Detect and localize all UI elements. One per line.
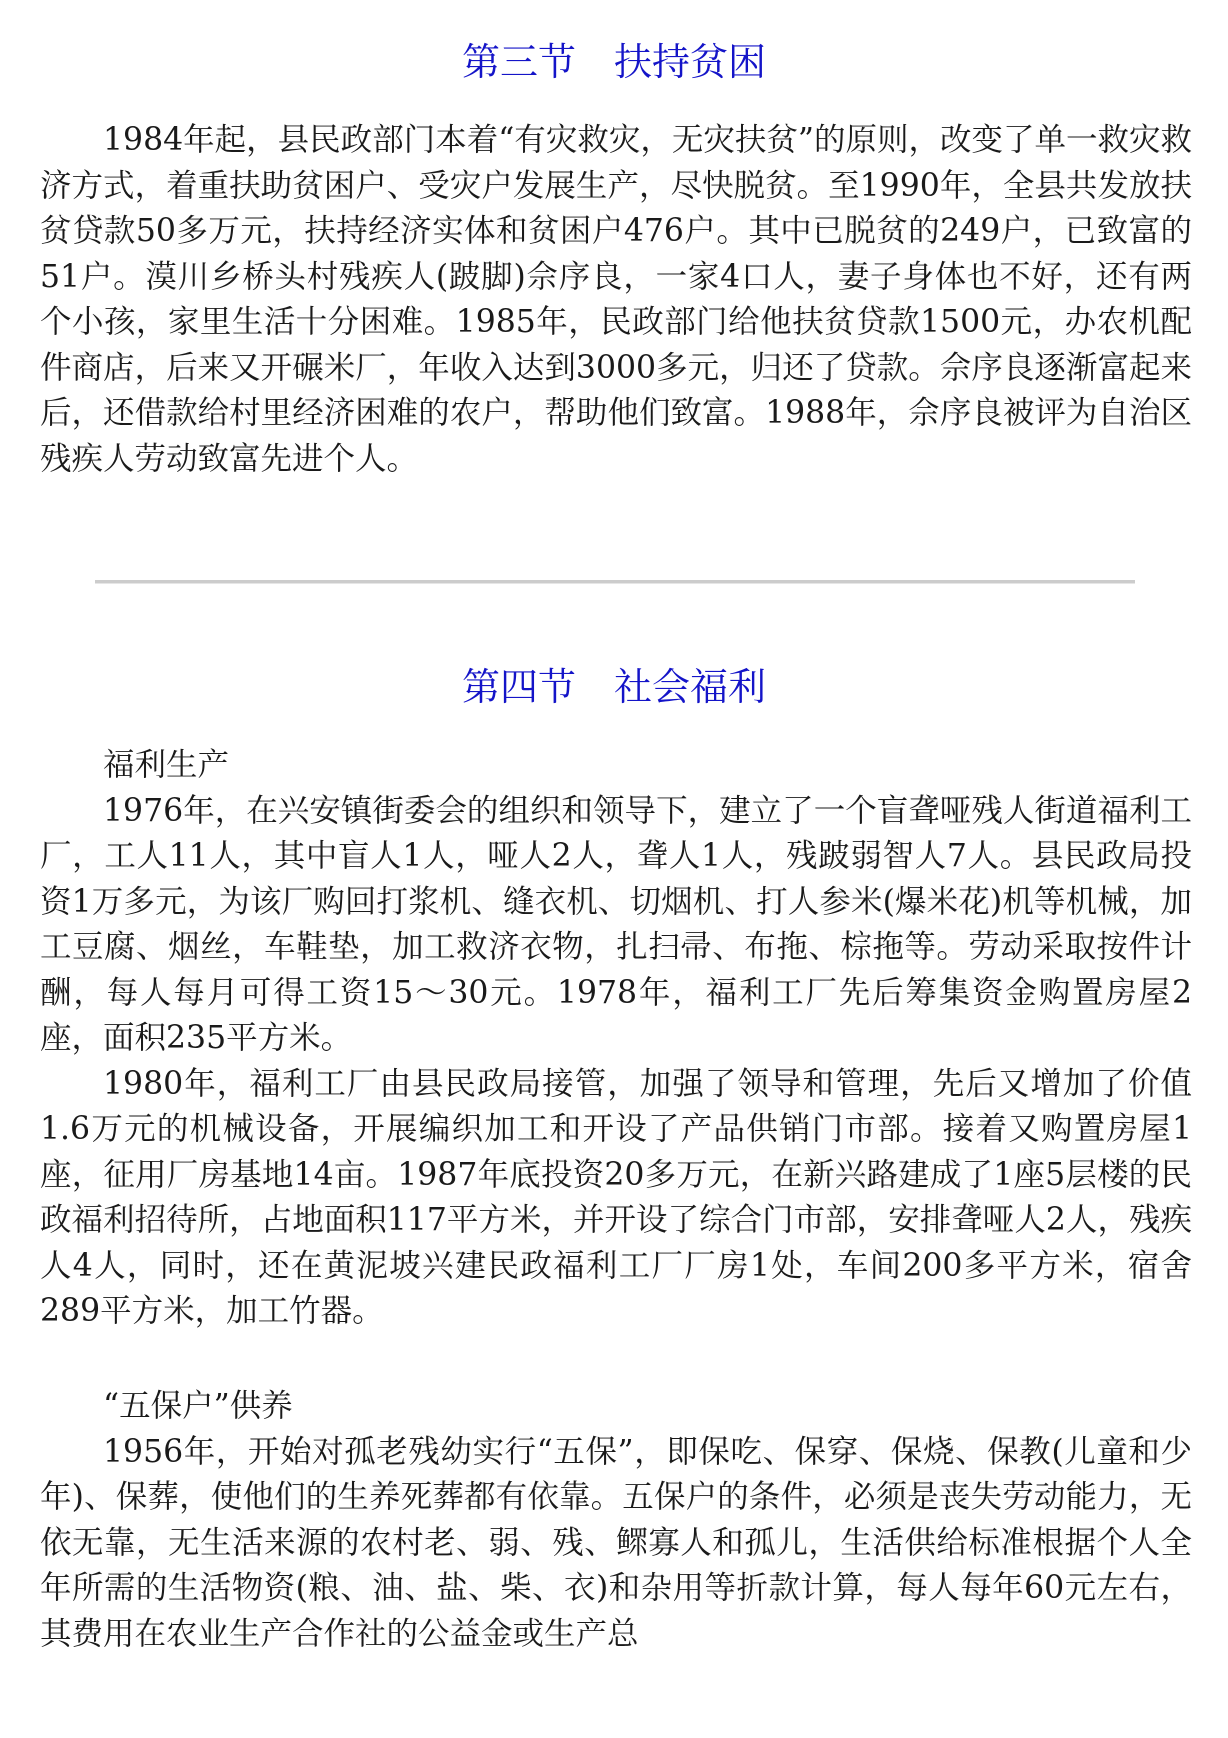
five-guarantees-block xyxy=(40,1384,1192,1657)
section-4-title: 第四节 社会福利 xyxy=(461,665,766,709)
welfare-production-paragraph-1: 1976年，在兴安镇街委会的组织和领导下，建立了一个盲聋哑残人街道福利工厂，工人11人，其中盲人1人，哑人2人，聋人1人，残跛弱智人7人。县民政局投资1万多元，为该厂购回打浆机、缝衣机、切烟机、打人参米(爆米花)机等机械，加工豆腐、烟丝，车鞋垫，加工救济衣物，扎扫帚、布拖、棕拖等。劳动采取按件计酬，每人每月可得工资15～30元。1978年，福利工厂先后筹集资金购置房屋2座，面积235平方米。 xyxy=(40,792,1192,1056)
welfare-production-heading: 福利生产 xyxy=(103,747,230,783)
section-3-title: 第三节 扶持贫困 xyxy=(461,40,766,84)
section-divider xyxy=(95,580,1135,584)
section-3-body xyxy=(40,118,1192,482)
five-guarantees-heading: “五保户”供养 xyxy=(103,1388,293,1424)
five-guarantees-paragraph-1: 1956年，开始对孤老残幼实行“五保”，即保吃、保穿、保烧、保教(儿童和少年)、保葬，使他们的生养死葬都有依靠。五保户的条件，必须是丧失劳动能力，无依无靠，无生活来源的农村老、弱、残、鳏寡人和孤儿，生活供给标准根据个人全年所需的生活物资(粮、油、盐、柴、衣)和杂用等折款计算，每人每年60元左右，其费用在农业生产合作社的公益金或生产总 xyxy=(40,1433,1192,1652)
welfare-production-paragraph-2: 1980年，福利工厂由县民政局接管，加强了领导和管理，先后又增加了价值1.6万元的机械设备，开展编织加工和开设了产品供销门市部。接着又购置房屋1座，征用厂房基地14亩。1987年底投资20多万元，在新兴路建成了1座5层楼的民政福利招待所，占地面积117平方米，并开设了综合门市部，安排聋哑人2人，残疾人4人，同时，还在黄泥坡兴建民政福利工厂厂房1处，车间200多平方米，宿舍289平方米，加工竹器。 xyxy=(40,1065,1192,1329)
section-3-paragraph: 1984年起，县民政部门本着“有灾救灾，无灾扶贫”的原则，改变了单一救灾救济方式，着重扶助贫困户、受灾户发展生产，尽快脱贫。至1990年，全县共发放扶贫贷款50多万元，扶持经济实体和贫困户476户。其中已脱贫的249户，已致富的51户。漠川乡桥头村残疾人(跛脚)佘序良，一家4口人，妻子身体也不好，还有两个小孩，家里生活十分困难。1985年，民政部门给他扶贫贷款1500元，办农机配件商店，后来又开碾米厂，年收入达到3000多元，归还了贷款。佘序良逐渐富起来后，还借款给村里经济困难的农户，帮助他们致富。1988年，佘序良被评为自治区残疾人劳动致富先进个人。 xyxy=(40,122,1192,477)
welfare-production-block xyxy=(40,743,1192,1335)
